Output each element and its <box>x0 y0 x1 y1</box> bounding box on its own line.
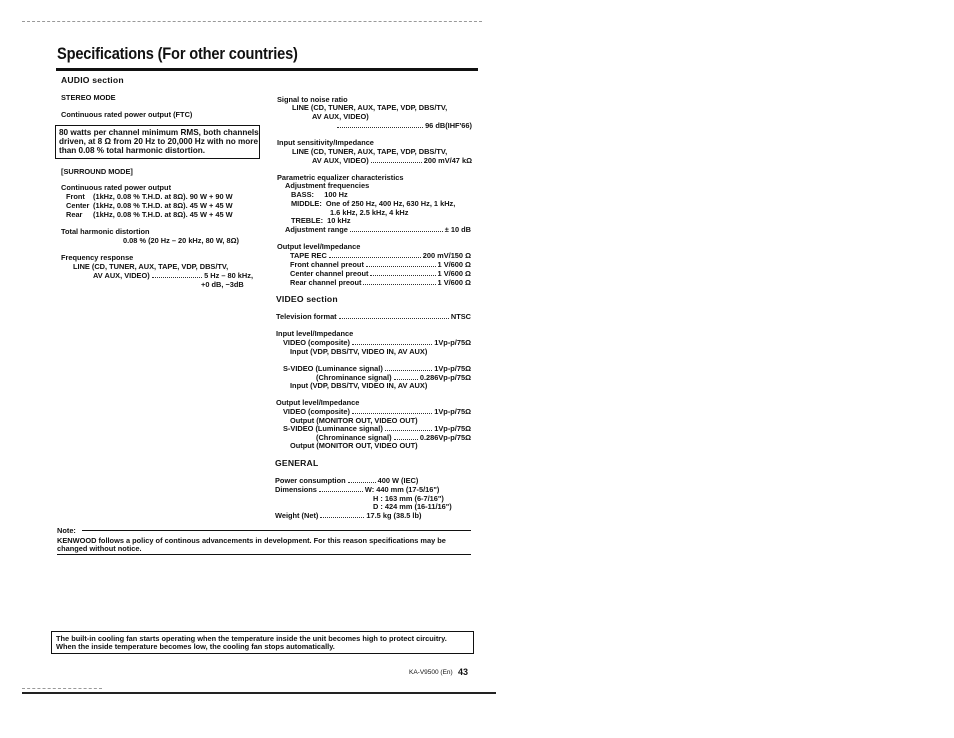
video-input-label: Input level/Impedance <box>276 329 354 338</box>
sensitivity-value: 200 mV/47 kΩ <box>423 156 472 165</box>
video-out-composite-sub: Output (MONITOR OUT, VIDEO OUT) <box>290 416 418 425</box>
dot-leader <box>371 156 422 163</box>
video-in-s-chrominance-value: 0.286Vp-p/75Ω <box>419 373 471 382</box>
page-title: Specifications (For other countries) <box>57 44 298 63</box>
output-row-name: Front channel preout <box>290 260 364 269</box>
video-in-s-luminance <box>283 364 471 373</box>
surround-row-name: Center <box>66 201 90 210</box>
footer-model: KA-V9500 (En) <box>409 669 453 676</box>
thd-label: Total harmonic distortion <box>61 227 150 236</box>
ftc-box-line-3: than 0.08 % total harmonic distortion. <box>59 146 206 155</box>
freq-inputs: AV AUX, VIDEO) <box>93 271 150 280</box>
dimensions-label: Dimensions <box>275 485 317 494</box>
freq-line-2 <box>93 271 253 280</box>
tv-format-value: NTSC <box>450 312 471 321</box>
video-out-composite-label: VIDEO (composite) <box>283 407 350 416</box>
video-out-s-sub: Output (MONITOR OUT, VIDEO OUT) <box>290 441 418 450</box>
surround-row-front <box>66 192 256 201</box>
eq-bass: BASS: 100 Hz <box>291 190 348 199</box>
snr-label: Signal to noise ratio <box>277 95 348 104</box>
surround-row-spec: (1kHz, 0.08 % T.H.D. at 8Ω). 45 W + 45 W <box>93 210 233 219</box>
snr-value-row <box>335 121 472 130</box>
fan-notice-line-1: The built-in cooling fan starts operating when the temperature inside the unit becomes high to protect circuitry. <box>56 634 447 643</box>
dot-leader <box>339 312 449 319</box>
stereo-mode-label: STEREO MODE <box>61 93 116 102</box>
dot-leader <box>348 476 376 483</box>
dimensions-row <box>275 485 471 494</box>
power-label: Power consumption <box>275 476 346 485</box>
dot-leader <box>394 433 418 440</box>
surround-row-spec: (1kHz, 0.08 % T.H.D. at 8Ω). 90 W + 90 W <box>93 192 233 201</box>
video-in-s-luminance-label: S-VIDEO (Luminance signal) <box>283 364 383 373</box>
snr-line-2: AV AUX, VIDEO) <box>312 112 369 121</box>
output-level-label: Output level/Impedance <box>277 242 361 251</box>
video-in-composite-sub: Input (VDP, DBS/TV, VIDEO IN, AV AUX) <box>290 347 428 356</box>
video-in-s-chrominance-label: (Chrominance signal) <box>316 373 392 382</box>
tv-format-label: Television format <box>276 312 337 321</box>
dot-leader <box>329 251 421 258</box>
dot-leader <box>363 278 435 285</box>
video-out-composite-value: 1Vp-p/75Ω <box>434 407 471 416</box>
surround-power-label: Continuous rated power output <box>61 183 172 192</box>
dot-leader <box>366 260 436 267</box>
video-out-s-chrominance-value: 0.286Vp-p/75Ω <box>419 433 471 442</box>
weight-label: Weight (Net) <box>275 511 319 520</box>
title-underline <box>56 68 478 71</box>
sensitivity-inputs: AV AUX, VIDEO) <box>312 156 369 165</box>
video-out-s-luminance <box>283 424 471 433</box>
freq-response-label: Frequency response <box>61 253 134 262</box>
freq-line-1: LINE (CD, TUNER, AUX, TAPE, VDP, DBS/TV, <box>73 262 229 271</box>
power-row <box>275 476 471 485</box>
freq-value: 5 Hz – 80 kHz, <box>204 271 253 280</box>
output-row-name: Center channel preout <box>290 269 369 278</box>
surround-row-name: Rear <box>66 210 83 219</box>
freq-value-2: +0 dB, −3dB <box>201 280 244 289</box>
video-out-s-luminance-label: S-VIDEO (Luminance signal) <box>283 424 383 433</box>
eq-middle: MIDDLE: One of 250 Hz, 400 Hz, 630 Hz, 1 kHz, <box>291 199 456 208</box>
ftc-box-line-1: 80 watts per channel minimum RMS, both channels <box>59 128 259 137</box>
power-value: 400 W (IEC) <box>377 476 419 485</box>
video-in-s-sub: Input (VDP, DBS/TV, VIDEO IN, AV AUX) <box>290 381 428 390</box>
dimensions-d: D : 424 mm (16-11/16") <box>373 502 452 511</box>
snr-line-1: LINE (CD, TUNER, AUX, TAPE, VDP, DBS/TV, <box>292 103 448 112</box>
video-in-composite-label: VIDEO (composite) <box>283 338 350 347</box>
dimensions-h: H : 163 mm (6-7/16") <box>373 494 444 503</box>
surround-mode-label: [SURROUND MODE] <box>61 167 133 176</box>
video-in-composite-value: 1Vp-p/75Ω <box>434 338 471 347</box>
dot-leader <box>319 485 363 492</box>
output-row-tape-rec <box>290 251 471 260</box>
dimensions-w: W: 440 mm (17-5/16") <box>364 485 440 494</box>
dot-leader <box>320 511 364 518</box>
page-number: 43 <box>458 667 469 677</box>
note-line-1: KENWOOD follows a policy of continous advancements in development. For this reason specifications may be <box>57 536 446 545</box>
video-out-s-luminance-value: 1Vp-p/75Ω <box>434 424 471 433</box>
dot-leader <box>352 338 432 345</box>
dot-leader <box>337 121 423 128</box>
surround-row-spec: (1kHz, 0.08 % T.H.D. at 8Ω). 45 W + 45 W <box>93 201 233 210</box>
weight-row <box>275 511 471 520</box>
surround-row-center <box>66 201 256 210</box>
note-line-2: changed without notice. <box>57 544 142 553</box>
dot-leader <box>370 269 435 276</box>
note-label: Note: <box>57 526 76 535</box>
eq-range-row <box>285 225 471 234</box>
eq-label: Parametric equalizer characteristics <box>277 173 404 182</box>
output-row-name: Rear channel preout <box>290 278 362 287</box>
video-in-composite <box>283 338 471 347</box>
ftc-box-line-2: driven, at 8 Ω from 20 Hz to 20,000 Hz with no more <box>59 137 259 146</box>
note-bottom-rule <box>57 554 471 555</box>
snr-value: 96 dB(IHF'66) <box>425 121 472 130</box>
audio-section-heading: AUDIO section <box>61 75 124 85</box>
output-row-center <box>290 269 471 278</box>
surround-row-name: Front <box>66 192 85 201</box>
video-out-composite <box>283 407 471 416</box>
top-dashed-border <box>22 21 482 22</box>
eq-range-label: Adjustment range <box>285 225 348 234</box>
sensitivity-label: Input sensitivity/Impedance <box>277 138 374 147</box>
eq-range-value: ± 10 dB <box>444 225 471 234</box>
dot-leader <box>352 407 432 414</box>
eq-adjust-freq: Adjustment frequencies <box>285 181 370 190</box>
dot-leader <box>350 225 443 232</box>
ftc-label: Continuous rated power output (FTC) <box>61 110 193 119</box>
dot-leader <box>152 271 202 278</box>
dot-leader <box>385 424 432 431</box>
sensitivity-line-1: LINE (CD, TUNER, AUX, TAPE, VDP, DBS/TV, <box>292 147 448 156</box>
bottom-dashed-border <box>22 688 102 689</box>
video-section-heading: VIDEO section <box>276 294 338 304</box>
output-row-value: 200 mV/150 Ω <box>422 251 471 260</box>
weight-value: 17.5 kg (38.5 lb) <box>366 511 422 520</box>
video-output-label: Output level/Impedance <box>276 398 360 407</box>
sensitivity-line-2 <box>312 156 472 165</box>
fan-notice-line-2: When the inside temperature becomes low, the cooling fan stops automatically. <box>56 642 335 651</box>
output-row-value: 1 V/600 Ω <box>437 269 471 278</box>
output-row-name: TAPE REC <box>290 251 327 260</box>
dot-leader <box>385 364 432 371</box>
video-out-s-chrominance-label: (Chrominance signal) <box>316 433 392 442</box>
bottom-border <box>22 692 496 694</box>
video-in-s-luminance-value: 1Vp-p/75Ω <box>434 364 471 373</box>
general-section-heading: GENERAL <box>275 458 319 468</box>
output-row-front <box>290 260 471 269</box>
note-top-rule <box>82 530 471 531</box>
output-row-value: 1 V/600 Ω <box>437 260 471 269</box>
surround-row-rear <box>66 210 256 219</box>
output-row-rear <box>290 278 471 287</box>
eq-treble: TREBLE: 10 kHz <box>291 216 351 225</box>
output-row-value: 1 V/600 Ω <box>437 278 471 287</box>
thd-value: 0.08 % (20 Hz – 20 kHz, 80 W, 8Ω) <box>123 236 240 245</box>
eq-middle-2: 1.6 kHz, 2.5 kHz, 4 kHz <box>330 208 409 217</box>
tv-format-row <box>276 312 471 321</box>
dot-leader <box>394 373 418 380</box>
